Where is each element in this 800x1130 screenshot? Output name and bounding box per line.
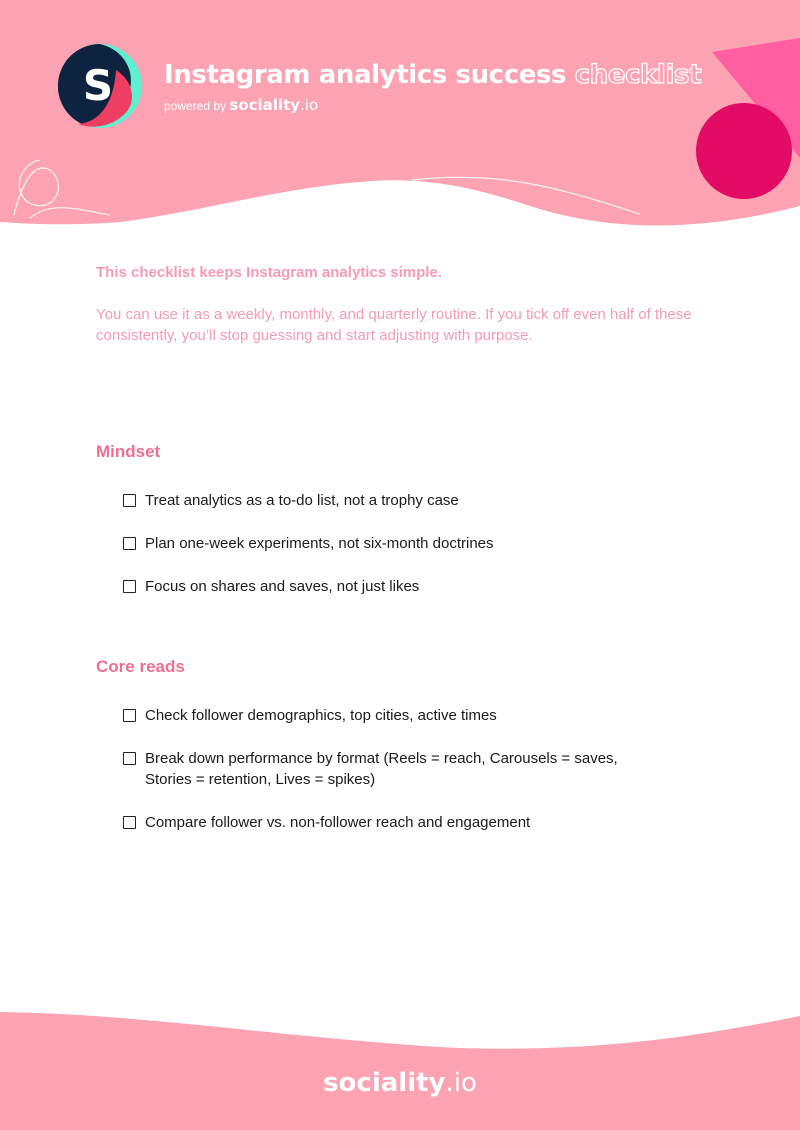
section-core-reads — [96, 657, 716, 833]
powered-prefix: powered by — [164, 99, 227, 113]
section-mindset — [96, 442, 716, 597]
empty-checkbox-icon[interactable] — [123, 580, 136, 593]
empty-checkbox-icon[interactable] — [123, 494, 136, 507]
checklist-item — [123, 812, 716, 833]
intro-body: You can use it as a weekly, monthly, and quarterly routine. If you tick off even half of these consistently, you’ll stop guessing and start adjusting with purpose. — [96, 306, 692, 344]
title-accent: checklist — [574, 60, 702, 90]
intro-block — [96, 262, 706, 346]
page-title — [164, 60, 701, 90]
sociality-s-logo-icon — [58, 44, 142, 128]
checklist-item-text: Break down performance by format (Reels = reach, Carousels = saves, Stories = retention, Lives = spikes) — [145, 750, 618, 788]
checklist-item-text: Treat analytics as a to-do list, not a trophy case — [145, 492, 459, 509]
section-title: Core reads — [96, 657, 185, 676]
empty-checkbox-icon[interactable] — [123, 709, 136, 722]
sociality-logo — [58, 44, 142, 128]
section-title: Mindset — [96, 442, 161, 461]
footer-brand-name: sociality — [323, 1068, 446, 1098]
title-block — [164, 60, 701, 114]
header-banner — [0, 0, 800, 240]
checklist-item — [123, 533, 716, 554]
checklist-item — [123, 705, 716, 726]
powered-brand — [229, 96, 318, 114]
empty-checkbox-icon[interactable] — [123, 816, 136, 829]
checklist-item — [123, 490, 716, 511]
title-main: Instagram analytics success — [164, 60, 567, 90]
checklist-item-text: Compare follower vs. non-follower reach and engagement — [145, 814, 531, 831]
checklist-item-text: Plan one-week experiments, not six-month doctrines — [145, 535, 494, 552]
checklist-item — [123, 576, 716, 597]
checklist-item-text: Focus on shares and saves, not just likes — [145, 578, 420, 595]
footer-banner — [0, 1000, 800, 1130]
intro-lead: This checklist keeps Instagram analytics simple. — [96, 264, 442, 281]
footer-logo — [0, 1068, 800, 1098]
empty-checkbox-icon[interactable] — [123, 752, 136, 765]
powered-by-line — [164, 96, 701, 114]
magenta-circle — [696, 103, 792, 199]
checklist-item-text: Check follower demographics, top cities, active times — [145, 707, 497, 724]
empty-checkbox-icon[interactable] — [123, 537, 136, 550]
checklist — [96, 705, 716, 833]
powered-brand-tld: .io — [300, 96, 319, 114]
checklist-item — [123, 748, 665, 790]
footer-background — [0, 1000, 800, 1130]
logo-letter: S — [82, 61, 114, 110]
footer-brand-tld: .io — [445, 1068, 477, 1098]
powered-brand-name: sociality — [229, 96, 301, 114]
checklist — [96, 490, 716, 597]
